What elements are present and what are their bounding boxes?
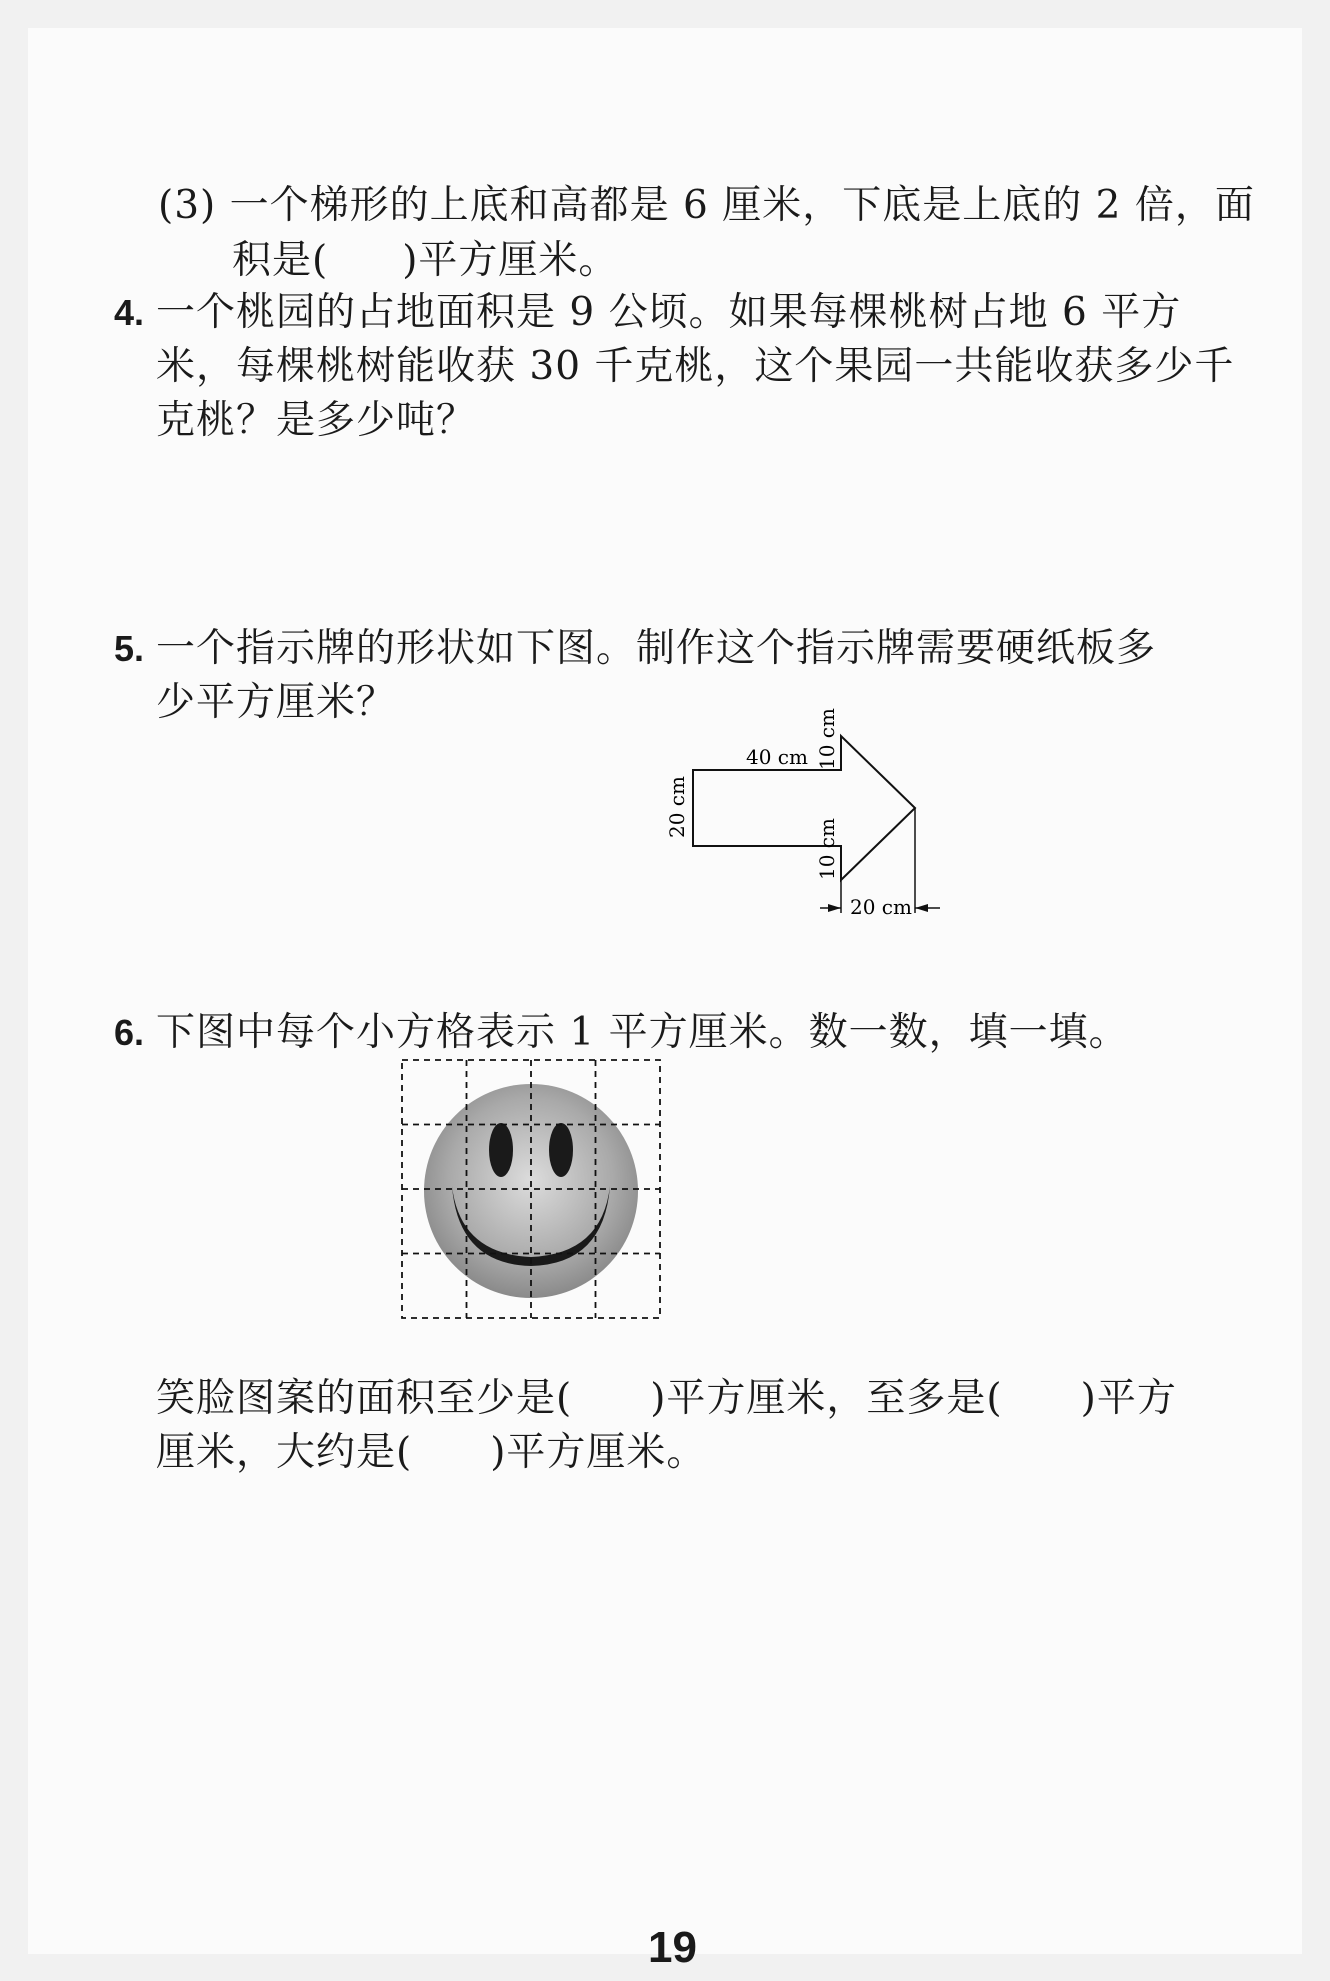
question-5-line1: 一个指示牌的形状如下图。制作这个指示牌需要硬纸板多 — [156, 626, 1157, 671]
left-eye — [489, 1123, 513, 1177]
label-20cm-tip: 20 cm — [850, 895, 912, 919]
smiley-grid-figure — [400, 1058, 662, 1320]
question-4-line2: 米，每棵桃树能收获 30 千克桃，这个果园一共能收获多少千 — [156, 344, 1235, 389]
sub-question-3-line1: 一个梯形的上底和高都是 6 厘米，下底是上底的 2 倍，面 — [229, 183, 1255, 228]
label-40cm: 40 cm — [746, 745, 808, 769]
question-6-line1: 下图中每个小方格表示 1 平方厘米。数一数，填一填。 — [156, 1010, 1129, 1055]
question-4-line1: 一个桃园的占地面积是 9 公顷。如果每棵桃树占地 6 平方 — [156, 290, 1182, 335]
question-number-6: 6. — [114, 1012, 145, 1053]
question-number-4: 4. — [114, 292, 145, 333]
worksheet-page — [28, 28, 1302, 1972]
question-5-line2: 少平方厘米？ — [156, 680, 397, 725]
label-10cm-bottom: 10 cm — [815, 818, 839, 880]
arrow-sign-figure — [28, 28, 1302, 1954]
sub-question-3-line2: 积是( )平方厘米。 — [232, 238, 619, 283]
right-eye — [549, 1123, 573, 1177]
question-number-5: 5. — [114, 628, 145, 669]
sub-question-3-label: (3) — [158, 183, 217, 228]
page-number: 19 — [648, 1923, 697, 1972]
question-6-answer-line1: 笑脸图案的面积至少是( )平方厘米，至多是( )平方 — [156, 1376, 1177, 1421]
label-20cm-left: 20 cm — [665, 776, 689, 838]
question-6-answer-line2: 厘米，大约是( )平方厘米。 — [156, 1430, 707, 1475]
label-10cm-top: 10 cm — [815, 708, 839, 770]
question-4-line3: 克桃？是多少吨？ — [156, 398, 477, 443]
